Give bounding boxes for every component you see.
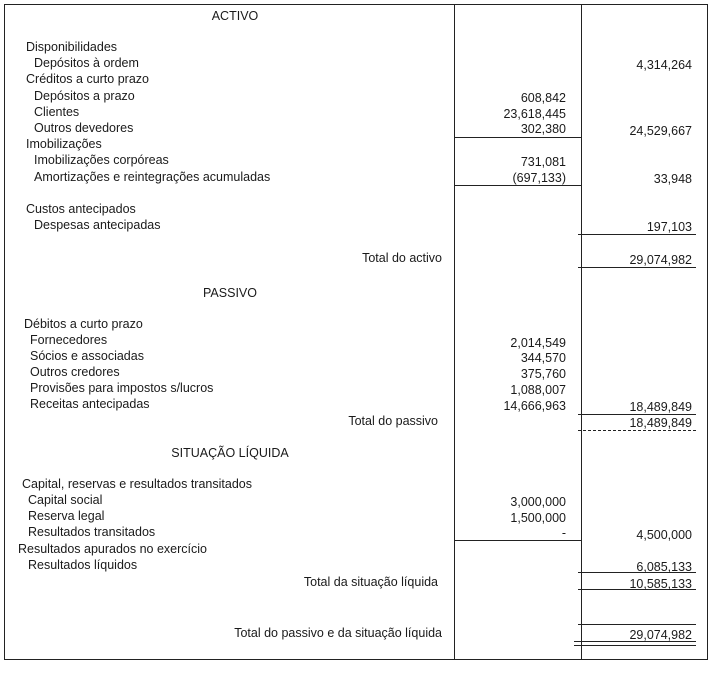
imobilizacoes-label: Imobilizações xyxy=(26,137,102,151)
passivo-heading: PASSIVO xyxy=(203,286,257,300)
outros-credores-label: Outros credores xyxy=(30,365,120,379)
total-passivo-value: 18,489,849 xyxy=(629,416,692,430)
resultados-transitados-value: - xyxy=(561,526,566,540)
column-divider-2 xyxy=(581,5,582,659)
rule xyxy=(574,645,696,646)
reserva-legal-value: 1,500,000 xyxy=(510,511,566,525)
column-divider-1 xyxy=(454,5,455,659)
provisoes-label: Provisões para impostos s/lucros xyxy=(30,381,214,395)
depositos-prazo-label: Depósitos a prazo xyxy=(34,89,135,103)
capital-social-label: Capital social xyxy=(28,493,103,507)
outros-credores-value: 375,760 xyxy=(520,367,566,381)
depositos-prazo-value: 608,842 xyxy=(520,91,566,105)
fornecedores-label: Fornecedores xyxy=(30,333,108,347)
despesas-antecipadas-label: Despesas antecipadas xyxy=(34,218,161,232)
total-situacao-value: 10,585,133 xyxy=(629,577,692,591)
imobilizacoes-corporeas-value: 731,081 xyxy=(520,155,566,169)
disponibilidades-label: Disponibilidades xyxy=(26,40,118,54)
clientes-value: 23,618,445 xyxy=(503,107,566,121)
imobilizacoes-corporeas-label: Imobilizações corpóreas xyxy=(34,153,169,167)
depositos-ordem-total: 4,314,264 xyxy=(636,58,692,72)
fornecedores-value: 2,014,549 xyxy=(510,336,566,350)
depositos-ordem-label: Depósitos à ordem xyxy=(34,56,139,70)
creditos-curto-prazo-label: Créditos a curto prazo xyxy=(26,72,149,86)
amortizacoes-value: (697,133) xyxy=(512,171,566,185)
situacao-heading: SITUAÇÃO LÍQUIDA xyxy=(171,446,289,460)
rule xyxy=(578,624,696,625)
outros-devedores-value: 302,380 xyxy=(520,122,566,136)
socios-value: 344,570 xyxy=(520,351,566,365)
capital-reservas-label: Capital, reservas e resultados transitados xyxy=(22,477,252,491)
total-passivo-label: Total do passivo xyxy=(348,414,438,428)
rule xyxy=(455,137,581,138)
despesas-antecipadas-total: 197,103 xyxy=(646,220,692,234)
grand-total-value: 29,074,982 xyxy=(629,628,692,642)
resultados-transitados-total: 4,500,000 xyxy=(636,528,692,542)
provisoes-value: 1,088,007 xyxy=(510,383,566,397)
resultados-apurados-label: Resultados apurados no exercício xyxy=(18,542,208,556)
total-activo-label: Total do activo xyxy=(362,251,442,265)
reserva-legal-label: Reserva legal xyxy=(28,509,105,523)
resultados-liquidos-label: Resultados líquidos xyxy=(28,558,138,572)
clientes-label: Clientes xyxy=(34,105,80,119)
resultados-liquidos-total: 6,085,133 xyxy=(636,560,692,574)
custos-antecipados-label: Custos antecipados xyxy=(26,202,136,216)
socios-label: Sócios e associadas xyxy=(30,349,144,363)
outros-devedores-total: 24,529,667 xyxy=(629,124,692,138)
receitas-antecipadas-total: 18,489,849 xyxy=(629,400,692,414)
resultados-transitados-label: Resultados transitados xyxy=(28,525,156,539)
amortizacoes-label: Amortizações e reintegrações acumuladas xyxy=(34,170,271,184)
debitos-curto-prazo-label: Débitos a curto prazo xyxy=(24,317,143,331)
activo-heading: ACTIVO xyxy=(211,9,259,23)
total-situacao-label: Total da situação líquida xyxy=(303,575,438,589)
receitas-antecipadas-label: Receitas antecipadas xyxy=(30,397,150,411)
total-activo-value: 29,074,982 xyxy=(629,253,692,267)
amortizacoes-total: 33,948 xyxy=(653,172,692,186)
receitas-antecipadas-value: 14,666,963 xyxy=(503,399,566,413)
grand-total-label: Total do passivo e da situação líquida xyxy=(234,626,442,640)
capital-social-value: 3,000,000 xyxy=(510,495,566,509)
outros-devedores-label: Outros devedores xyxy=(34,121,134,135)
